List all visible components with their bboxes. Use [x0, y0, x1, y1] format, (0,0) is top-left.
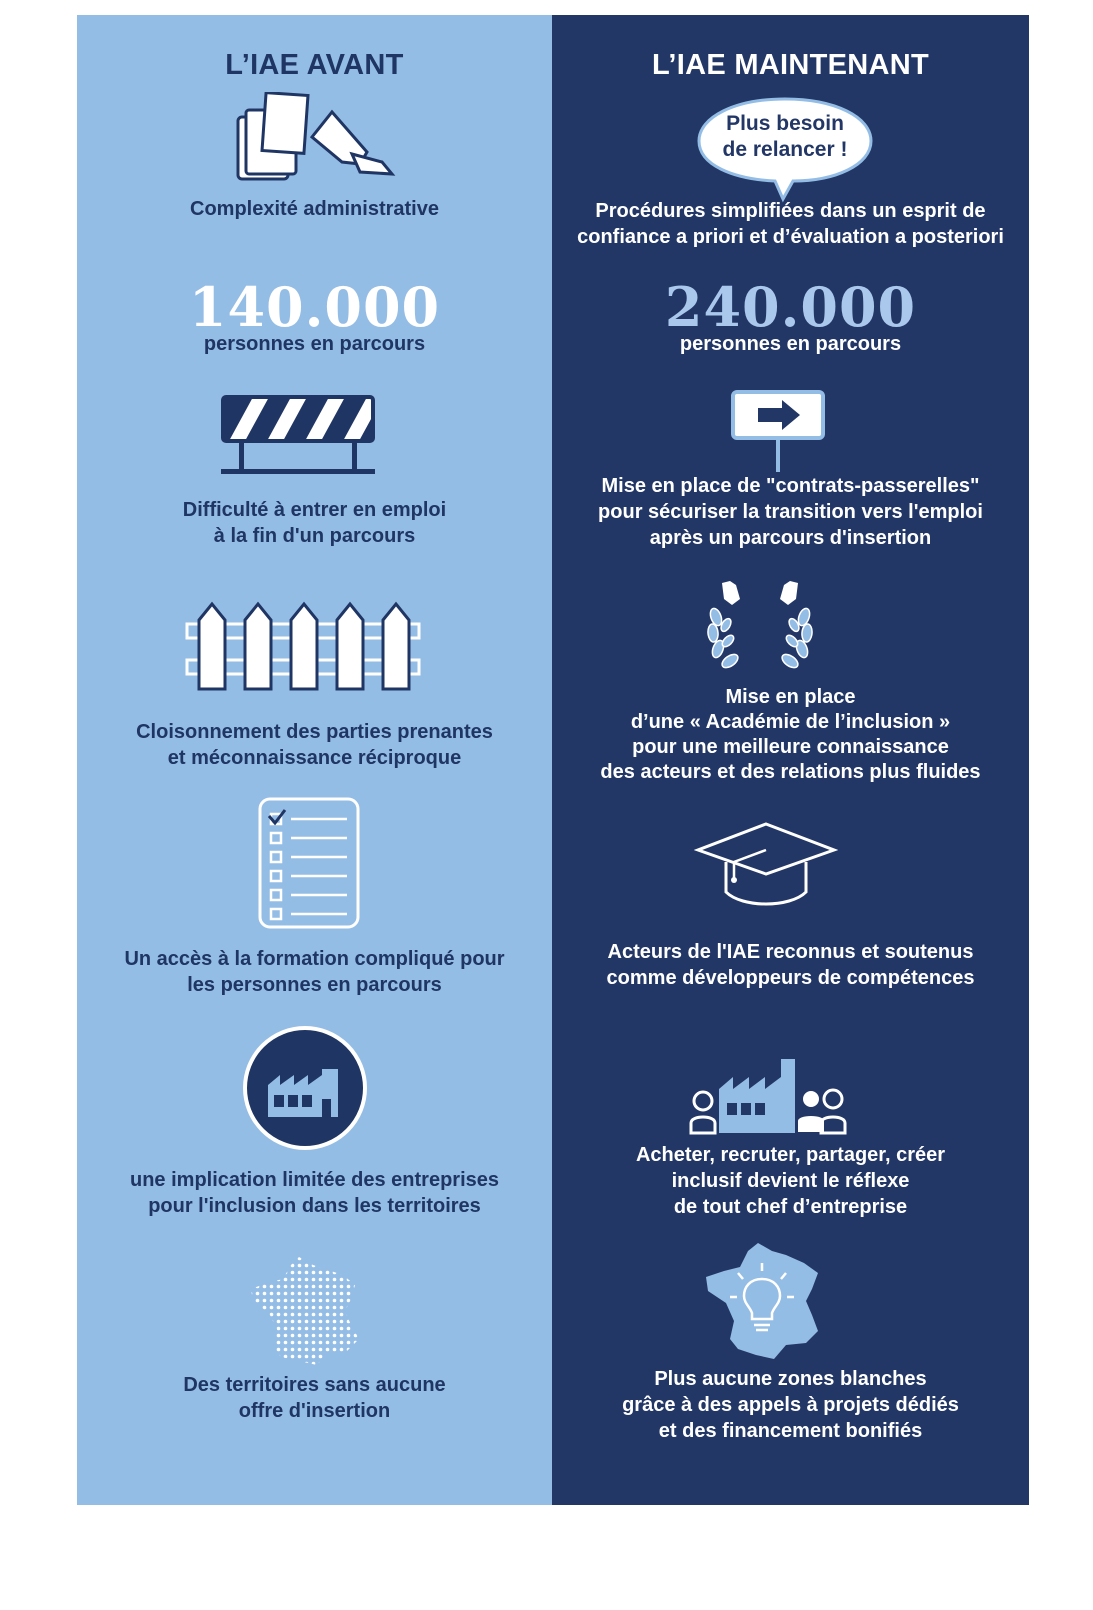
- arrow-sign-icon: [730, 389, 826, 475]
- before-number: 140.000: [188, 275, 441, 339]
- checklist-icon: [257, 796, 361, 930]
- before-title: L’IAE AVANT: [225, 49, 404, 81]
- now-item-6-text: Acheter, recruter, partager, créer inclusif devient le réflexe de tout chef d’entreprise: [635, 1144, 946, 1218]
- before-item-3-text: Difficulté à entrer en emploi à la fin d'un parcours: [182, 499, 447, 547]
- now-number-label: personnes en parcours: [679, 333, 902, 355]
- road-barrier-icon: [219, 393, 379, 483]
- graduation-cap-icon: [694, 820, 838, 912]
- now-number: 240.000: [664, 275, 917, 339]
- now-item-1-text: Procédures simplifiées dans un esprit de confiance a priori et d’évaluation a posteriori: [577, 200, 1004, 248]
- before-column: [77, 15, 552, 1505]
- papers-icon: [232, 92, 402, 192]
- before-item-7-text: Des territoires sans aucune offre d'insertion: [183, 1374, 446, 1422]
- now-column: [552, 15, 1029, 1505]
- now-item-5-text: Acteurs de l'IAE reconnus et soutenus comme développeurs de compétences: [606, 941, 975, 989]
- dotted-france-map-icon: [247, 1255, 363, 1367]
- before-item-4-text: Cloisonnement des parties prenantes et méconnaissance réciproque: [136, 721, 493, 769]
- fence-icon: [184, 600, 424, 695]
- now-item-7-text: Plus aucune zones blanches grâce à des appels à projets dédiés et des financement bonifiés: [622, 1368, 959, 1442]
- factory-icon: [242, 1025, 368, 1151]
- speech-bubble-text: Plus besoin de relancer !: [722, 112, 848, 161]
- before-item-5-text: Un accès à la formation compliqué pour les personnes en parcours: [124, 948, 505, 996]
- now-title: L’IAE MAINTENANT: [651, 49, 930, 81]
- factory-people-icon: [689, 1055, 849, 1135]
- laurel-hands-icon: [700, 577, 820, 673]
- france-lightbulb-icon: [702, 1241, 822, 1361]
- before-item-1-text: Complexité administrative: [190, 198, 439, 220]
- now-item-4-text: Mise en place d’une « Académie de l’inclusion » pour une meilleure connaissance des acteurs et des relations plus fluides: [600, 686, 981, 783]
- before-item-6-text: une implication limitée des entreprises pour l'inclusion dans les territoires: [129, 1169, 499, 1217]
- now-item-3-text: Mise en place de "contrats-passerelles" pour sécuriser la transition vers l'emploi après un parcours d'insertion: [598, 475, 983, 549]
- before-number-label: personnes en parcours: [203, 333, 426, 355]
